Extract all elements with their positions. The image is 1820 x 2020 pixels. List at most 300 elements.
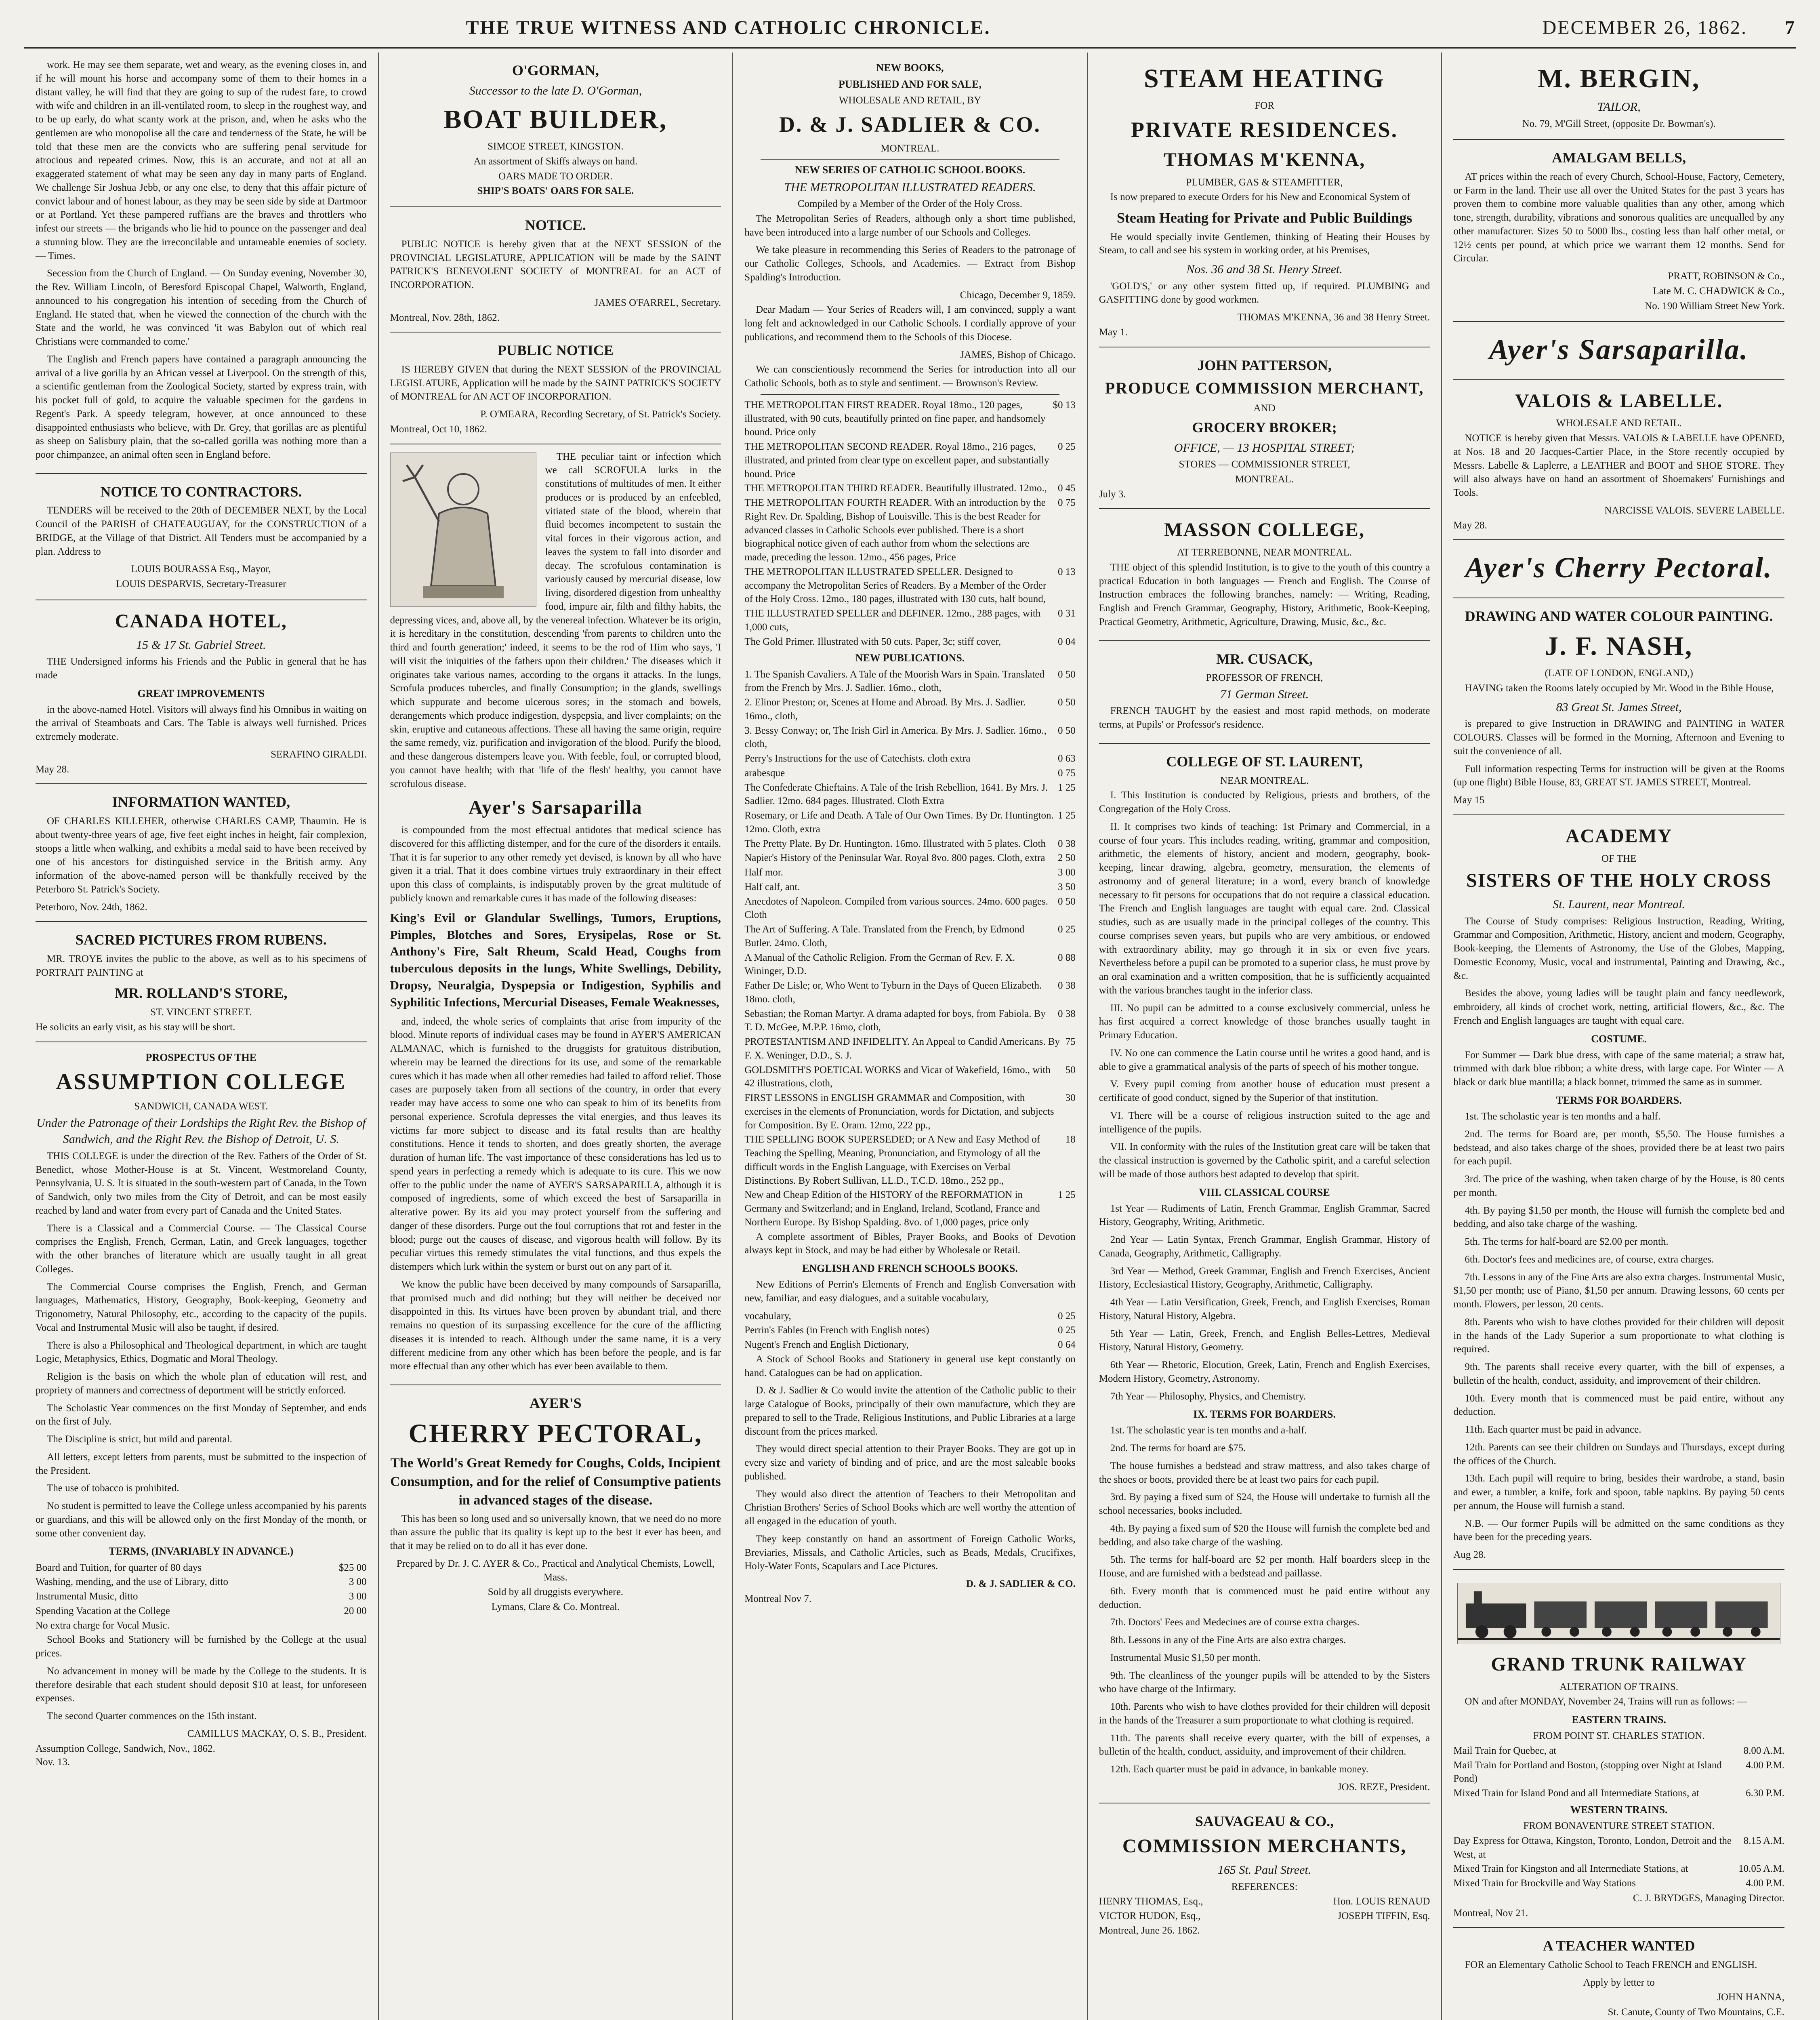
bergin-name: M. BERGIN, xyxy=(1538,64,1700,93)
hotel-address: 15 & 17 St. Gabriel Street. xyxy=(136,638,266,652)
public-notice-body: IS HEREBY GIVEN that during the NEXT SESSION of the PROVINCIAL LEGISLATURE, Application will be made by the SAINT PATRICK'S SOCIETY of MONTREAL for AN ACT OF INCORPORATION. xyxy=(390,364,721,402)
sauvageau-ref-row: HENRY THOMAS, Esq., Hon. LOUIS RENAUD xyxy=(1099,1896,1430,1907)
steam-body: 'GOLD'S,' or any other system fitted up, if required. PLUMBING and GASFITTING done by good workmen. xyxy=(1099,280,1430,305)
laurent-paragraph: III. No pupil can be admitted to a course exclusively commercial, unless he has first acquired a correct knowledge of those branches usually taught in Primary Education. xyxy=(1099,1002,1430,1041)
college-place: SANDWICH, CANADA WEST. xyxy=(134,1101,268,1112)
laurent-classical-heading: VIII. CLASSICAL COURSE xyxy=(1199,1186,1330,1198)
amalgam-bells-ad xyxy=(1453,140,1784,322)
valois-signers: NARCISSE VALOIS. SEVERE LABELLE. xyxy=(1604,505,1784,516)
bergin-address: No. 79, M'Gill Street, (opposite Dr. Bowman's). xyxy=(1522,118,1716,129)
sauvageau-address: 165 St. Paul Street. xyxy=(1217,1863,1311,1877)
readers-list xyxy=(744,398,1076,649)
sadlier-compiled: Compiled by a Member of the Order of the Holy Cross. xyxy=(797,198,1023,210)
train-row: Mixed Train for Island Pond and all Intermediate Stations, at 6.30 P.M. xyxy=(1453,1788,1784,1799)
contractors-heading: NOTICE TO CONTRACTORS. xyxy=(100,483,302,500)
ayer-pectoral-banner xyxy=(1453,540,1784,598)
railway-eastern-from: FROM POINT ST. CHARLES STATION. xyxy=(1533,1730,1705,1742)
ayer-pectoral-heading: AYER'S xyxy=(530,1395,582,1412)
masson-college-ad xyxy=(1099,509,1430,641)
valois-labelle-ad xyxy=(1453,380,1784,541)
ayer-pectoral-sold: Sold by all druggists everywhere. xyxy=(488,1587,624,1598)
academy-costume: For Summer — Dark blue dress, with cape of the same material; a straw hat, trimmed with dark blue ribbon; a white dress, with large cape. For Winter — A black or dark blue mantilla; a black bonnet, trimmed the same as in summer. xyxy=(1453,1049,1784,1088)
info-date: Peterboro, Nov. 24th, 1862. xyxy=(36,901,147,913)
eng-french-list xyxy=(744,1309,1076,1352)
train-row: Mail Train for Quebec, at 8.00 A.M. xyxy=(1453,1745,1784,1756)
laurent-term: 12th. Each quarter must be paid in advance, in bankable money. xyxy=(1110,1764,1368,1775)
academy-heading: ACADEMY xyxy=(1565,825,1673,847)
sauvageau-ref-row: VICTOR HUDON, Esq., JOSEPH TIFFIN, Esq. xyxy=(1099,1911,1430,1922)
laurent-term: 2nd. The terms for board are $75. xyxy=(1110,1443,1246,1454)
locomotive-engraving xyxy=(1457,1583,1780,1644)
laurent-classical-year: 1st Year — Rudiments of Latin, French Grammar, English Grammar, Sacred History, Geography, Writing, Arithmetic. xyxy=(1099,1203,1430,1228)
publication-row: Rosemary, or Life and Death. A Tale of Our Own Times. By Dr. Huntington. 12mo. Cloth, extra 1 25 xyxy=(744,810,1076,835)
laurent-term: The house furnishes a bedstead and straw mattress, and also takes charge of the shoes or boots, provided there be at least two pairs for each pupil. xyxy=(1099,1460,1430,1485)
contractors-signer: LOUIS DESPARVIS, Secretary-Treasurer xyxy=(116,579,286,590)
eng-french-body: New Editions of Perrin's Elements of French and English Conversation with new, familiar, and easy dialogues, and a suitable vocabulary, xyxy=(744,1279,1076,1304)
valois-date: May 28. xyxy=(1453,520,1487,531)
college-prospectus: PROSPECTUS OF THE xyxy=(145,1051,257,1063)
laurent-paragraph: V. Every pupil coming from another house of education must present a certificate of good conduct, signed by the Superior of that institution. xyxy=(1099,1079,1430,1104)
column-3 xyxy=(733,53,1088,2020)
publication-row: Perry's Instructions for the use of Catechists. cloth extra 0 63 xyxy=(744,753,1076,764)
laurent-terms-list xyxy=(1099,1424,1430,1776)
sadlier-series-title: THE METROPOLITAN ILLUSTRATED READERS. xyxy=(784,180,1036,194)
patterson-office: OFFICE, — 13 HOSPITAL STREET; xyxy=(1174,441,1355,455)
sadlier-quote: We can conscientiously recommend the Series for introduction into all our Catholic Schools, both as to style and sentiment. — Brownson's Review. xyxy=(744,364,1076,389)
academy-term: 7th. Lessons in any of the Fine Arts are also extra charges. Instrumental Music, $1,50 per month; use of Piano, $1,50 per annum. Drawing lessons, 60 cents per month. Flowers, per lesson, 20 cents. xyxy=(1453,1271,1784,1310)
bells-body: AT prices within the reach of every Church, School-House, Factory, Cemetery, or Farm in the land. Their use all over the United States for the past 3 years has proven them to combine more valuable qualities than any other, among which tone, strength, durability, vibrations and sonorous qualities are unequalled by any other manufacturer. Sizes 50 to 5000 lbs., costing less than half other metal, or 12½ cents per pound, at which price we warrant them 12 months. Send for Circular. xyxy=(1453,171,1784,264)
divider xyxy=(761,159,1059,160)
laurent-term: 8th. Lessons in any of the Fine Arts are also extra charges. xyxy=(1110,1635,1346,1646)
public-notice-heading: PUBLIC NOTICE xyxy=(497,342,614,359)
patterson-name: JOHN PATTERSON, xyxy=(1197,357,1332,373)
ayer-pectoral-body: This has been so long used and so universally known, that we need do no more than assure the public that its quality is kept up to the best it ever has been, and that it may be relied on to do all it has ever done. xyxy=(390,1513,721,1552)
train-row: Mail Train for Portland and Boston, (stopping over Night at Island Pond) 4.00 P.M. xyxy=(1453,1759,1784,1784)
ogorman-line: An assortment of Skiffs always on hand. xyxy=(473,156,638,167)
railway-western: WESTERN TRAINS. xyxy=(1570,1803,1668,1816)
hotel-body: in the above-named Hotel. Visitors will always find his Omnibus in waiting on the arrival of Steamboats and Cars. The Table is always well furnished. Prices extremely moderate. xyxy=(36,704,367,743)
laurent-term: 3rd. By paying a fixed sum of $24, the House will undertake to furnish all the school necessaries, books included. xyxy=(1099,1492,1430,1517)
ayer-sarsaparilla-banner-text: Ayer's Sarsaparilla. xyxy=(1489,333,1749,366)
sadlier-signer: D. & J. SADLIER & CO. xyxy=(966,1578,1076,1590)
college-patronage: Under the Patronage of their Lordships the Right Rev. the Bishop of Sandwich, and the Right Rev. the Bishop of Detroit, U. S. xyxy=(36,1116,366,1146)
laurent-paragraph: II. It comprises two kinds of teaching: 1st Primary and Commercial, in a course of four years. This includes reading, writing, grammar and composition, arithmetic, the elements of history, ancient and modern, geography, book-keeping, linear drawing, algebra, geometry, mensuration, the elements of astronomy and of general literature; in a word, every branch of knowledge necessary to fit persons for occupations that do not require a classical education. The French and English languages are taught with equal care. 2nd. Classical studies, such as are usually made in the principal colleges of the country. This course comprises seven years, but pupils who are very ambitious, or endowed with extraordinary ability, may go through it in six or even five years. Nevertheless before a pupil can be promoted to a superior class, he must prove by an oral examination and a written composition, that he is sufficiently acquainted with the various branches taught in the inferior class. xyxy=(1099,821,1430,996)
nash-body: HAVING taken the Rooms lately occupied by Mr. Wood in the Bible House, xyxy=(1465,683,1774,694)
school-book-row: Perrin's Fables (in French with English notes) 0 25 xyxy=(744,1325,1076,1336)
college-paragraph: Religion is the basis on which the whole plan of education will rest, and propriety of manners and correctness of deportment will be strictly enforced. xyxy=(36,1371,367,1396)
steam-heading: STEAM HEATING xyxy=(1144,64,1385,93)
hotel-date: May 28. xyxy=(36,764,69,775)
sadlier-closing: They would also direct the attention of Teachers to their Metropolitan and Christian Brothers' Series of School Books which are well worthy the attention of all engaged in the education of youth. xyxy=(744,1488,1076,1527)
ogorman-boat-builder-ad xyxy=(390,53,721,207)
masthead xyxy=(24,8,1796,49)
eastern-train-list xyxy=(1453,1744,1784,1800)
sadlier-published: PUBLISHED AND FOR SALE, xyxy=(839,78,981,90)
laurent-term: 6th. Every month that is commenced must be paid entire without any deduction. xyxy=(1099,1585,1430,1610)
masson-heading: MASSON COLLEGE, xyxy=(1164,519,1365,541)
steam-signer: THOMAS M'KENNA, 36 and 38 Henry Street. xyxy=(1237,312,1430,323)
contractors-body: TENDERS will be received to the 20th of DECEMBER NEXT, by the Local Council of the PARISH of CHATEAUGUAY, for the CONSTRUCTION of a BRIDGE, at the Village of that District. All Tenders must be accompanied by a plan. Address to xyxy=(36,505,367,557)
publication-row: 2. Elinor Preston; or, Scenes at Home and Abroad. By Mrs. J. Sadlier. 16mo., cloth, 0 50 xyxy=(744,697,1076,722)
academy-terms-heading: TERMS FOR BOARDERS. xyxy=(1556,1094,1682,1106)
academy-term: 5th. The terms for half-board are $2.00 per month. xyxy=(1465,1236,1669,1248)
ayer-diseases-list: King's Evil or Glandular Swellings, Tumors, Eruptions, Pimples, Blotches and Sores, Erysipelas, Rose or St. Anthony's Fire, Salt Rheum, Scald Head, Coughs from tuberculous deposits in the lungs, White Swellings, Debility, Dropsy, Neuralgia, Dyspepsia or Indigestion, Syphilis and Syphilitic Infections, Mercurial Diseases, Female Weaknesses, xyxy=(390,910,721,1009)
ayer-sarsaparilla-ad xyxy=(390,444,721,1386)
publication-row: New and Cheap Edition of the HISTORY of the REFORMATION in Germany and Switzerland; and in England, Ireland, Scotland, France and Northern Europe. By Bishop Spalding. 8vo. of 1,000 pages, price only 1 25 xyxy=(744,1189,1076,1228)
steam-body: Is now prepared to execute Orders for his New and Economical System of xyxy=(1110,191,1410,203)
academy-term: 11th. Each quarter must be paid in advance. xyxy=(1465,1424,1641,1435)
publications-list xyxy=(744,668,1076,1229)
college-date: Nov. 13. xyxy=(36,1757,70,1768)
notice-body: PUBLIC NOTICE is hereby given that at the NEXT SESSION of the PROVINCIAL LEGISLATURE, APPLICATION will be made by the SAINT PATRICK'S BENEVOLENT SOCIETY of MONTREAL for an ACT of INCORPORATION. xyxy=(390,238,721,291)
publication-row: Father De Lisle; or, Who Went to Tyburn in the Days of Queen Elizabeth. 18mo. cloth, 0 38 xyxy=(744,980,1076,1005)
college-term-row: Board and Tuition, for quarter of 80 days $25 00 xyxy=(36,1562,367,1573)
railway-western-from: FROM BONAVENTURE STREET STATION. xyxy=(1523,1820,1715,1832)
publication-row: Half mor. 3 00 xyxy=(744,867,1076,878)
academy-term: 10th. Every month that is commenced must be paid entire, without any deduction. xyxy=(1453,1393,1784,1418)
teacher-apply: Apply by letter to xyxy=(1583,1977,1655,1988)
holy-cross-academy-ad xyxy=(1453,815,1784,1570)
assumption-college-ad xyxy=(36,1042,367,1777)
college-paragraph: The Discipline is strict, but mild and parental. xyxy=(47,1434,232,1445)
issue-date: DECEMBER 26, 1862. xyxy=(1542,17,1747,38)
ogorman-successor: Successor to the late D. O'Gorman, xyxy=(469,84,642,97)
college-heading: ASSUMPTION COLLEGE xyxy=(56,1069,346,1094)
publication-row: THE SPELLING BOOK SUPERSEDED; or A New and Easy Method of Teaching the Spelling, Meaning, Pronunciation, and Etymology of all the difficult words in the English Language, with Exercises on Verbal Distinctions. By Robert Sullivan, LL.D., T.C.D. 18mo., 252 pp., 18 xyxy=(744,1134,1076,1186)
notice-heading: NOTICE. xyxy=(525,217,586,234)
laurent-classical-year: 5th Year — Latin, Greek, French, and English Belles-Lettres, Medieval History, Natural History, Geometry. xyxy=(1099,1328,1430,1353)
nash-body: Full information respecting Terms for instruction will be given at the Rooms (up one flight) Bible House, 83, GREAT ST. JAMES STREET, Montreal. xyxy=(1453,763,1784,788)
laurent-paragraph: IV. No one can commence the Latin course until he writes a good hand, and is able to give a grammatical analysis of the parts of speech of his mother tongue. xyxy=(1099,1047,1430,1072)
college-term-row: Washing, mending, and the use of Library, ditto 3 00 xyxy=(36,1576,367,1588)
steam-heating-ad xyxy=(1099,53,1430,347)
publication-row: FIRST LESSONS in ENGLISH GRAMMAR and Composition, with exercises in the elements of Pronunciation, words for Dictation, and subjects for Composition. By E. Oram. 12mo, 222 pp., 30 xyxy=(744,1092,1076,1131)
railway-sub: ALTERATION OF TRAINS. xyxy=(1559,1681,1679,1692)
column-5 xyxy=(1442,53,1796,2020)
publication-row: The Confederate Chieftains. A Tale of the Irish Rebellion, 1641. By Mrs. J. Sadlier. 12mo. 684 pages. Illustrated. Cloth Extra 1 25 xyxy=(744,782,1076,807)
new-publications-heading: NEW PUBLICATIONS. xyxy=(855,652,965,664)
publication-row: Anecdotes of Napoleon. Compiled from various sources. 24mo. 600 pages. Cloth 0 50 xyxy=(744,896,1076,921)
pictures-body: MR. TROYE invites the public to the above, as well as to his specimens of PORTRAIT PAINTING at xyxy=(36,953,367,978)
railway-signer: C. J. BRYDGES, Managing Director. xyxy=(1633,1892,1784,1904)
academy-term: 4th. By paying $1,50 per month, the House will furnish the complete bed and bedding, and also take charge of the washing. xyxy=(1453,1205,1784,1230)
ayer-sarsaparilla-banner xyxy=(1453,322,1784,380)
railway-eastern: EASTERN TRAINS. xyxy=(1572,1714,1666,1726)
laurent-terms-heading: IX. TERMS FOR BOARDERS. xyxy=(1193,1408,1336,1420)
academy-term: 9th. The parents shall receive every quarter, with the bill of expenses, a bulletin of the health, conduct, assiduity, and improvement of their children. xyxy=(1453,1361,1784,1386)
column-1 xyxy=(24,53,379,2020)
college-closing: No advancement in money will be made by the College to the students. It is therefore desirable that each student should deposit $10 at least, for unforeseen expenses. xyxy=(36,1665,367,1704)
sauvageau-ad xyxy=(1099,1803,1430,1945)
college-paragraph: All letters, except letters from parents, must be submitted to the inspection of the President. xyxy=(36,1451,367,1476)
nash-body: is prepared to give Instruction in DRAWING and PAINTING in WATER COLOURS. Classes will be formed in the Morning, Afternoon and Evening to suit the convenience of all. xyxy=(1453,718,1784,757)
ayer-pectoral-banner-text: Ayer's Cherry Pectoral. xyxy=(1465,551,1773,584)
grand-trunk-railway-ad xyxy=(1453,1570,1784,1928)
sadlier-quote-signer: JAMES, Bishop of Chicago. xyxy=(960,349,1076,360)
railway-intro: ON and after MONDAY, November 24, Trains will run as follows: — xyxy=(1465,1696,1747,1707)
hotel-heading: CANADA HOTEL, xyxy=(115,610,287,632)
pictures-heading: SACRED PICTURES FROM RUBENS. xyxy=(75,932,327,948)
college-term-row: Spending Vacation at the College 20 00 xyxy=(36,1605,367,1616)
lead-article xyxy=(36,53,367,474)
sadlier-quote: Dear Madam — Your Series of Readers will, I am convinced, supply a want long felt and acknowledged in our Catholic Schools. I cordially approve of your publications, and recommend them to the Schools of this Diocese. xyxy=(744,304,1076,343)
book-row: THE METROPOLITAN THIRD READER. Beautifully illustrated. 12mo., 0 45 xyxy=(744,483,1076,494)
notice-date: Montreal, Nov. 28th, 1862. xyxy=(390,312,500,323)
ogorman-heading: BOAT BUILDER, xyxy=(443,105,668,135)
college-paragraph: The Commercial Course comprises the English, French, and German languages, Mathematics, History, Geography, Book-keeping, Geometry and Trigonometry, Natural Philosophy, etc., according to the capacity of the pupils. Vocal and Instrumental Music will also be taught, if desired. xyxy=(36,1281,367,1333)
academy-heading: SISTERS OF THE HOLY CROSS xyxy=(1466,870,1772,892)
engraving-icon xyxy=(391,453,536,606)
hotel-signer: SERAFINO GIRALDI. xyxy=(271,749,367,760)
ogorman-line: SHIP'S BOATS' OARS FOR SALE. xyxy=(477,185,634,197)
info-heading: INFORMATION WANTED, xyxy=(112,794,290,810)
scrofula-text: THE peculiar taint or infection which we call SCROFULA lurks in the constitutions of multitudes of men. It either produces or is produced by an enfeebled, vitiated state of the blood, wherein that fluid becomes incompetent to sustain the vital forces in their vigorous action, and leaves the system to fall into disorder and decay. The scrofulous contamination is variously caused by mercurial disease, low living, disordered digestion from unhealthy food, impure air, filth and filthy habits, the depressing vices, and, above all, by the venereal infection. Whatever be its origin, it is hereditary in the constitution, descending 'from parents to children unto the third and fourth generation;' indeed, it seems to be the rod of Him who says, 'I will visit the iniquities of the fathers upon their children.' The diseases which it originates take various names, according to the organs it attacks. In the lungs, Scrofula produces tubercles, and finally Consumption; in the glands, swellings which suppurate and become ulcerous sores; in the stomach and bowels, derangements which produce indigestion, dyspepsia, and liver complaints; on the skin, eruptive and cutaneous affections. These all having the same origin, require the same remedy, viz. purification and invigoration of the blood. Purify the blood, and these dangerous distempers leave you. With feeble, foul, or corrupted blood, you cannot have health; with that 'life of the flesh' healthy, you cannot have scrofulous disease. xyxy=(390,451,721,789)
academy-term: N.B. — Our former Pupils will be admitted on the same conditions as they have been for the preceding years. xyxy=(1453,1518,1784,1543)
nash-name: J. F. NASH, xyxy=(1545,631,1693,661)
patterson-city: MONTREAL. xyxy=(1235,473,1294,485)
nash-heading: DRAWING AND WATER COLOUR PAINTING. xyxy=(1465,608,1773,624)
contractors-signer: LOUIS BOURASSA Esq., Mayor, xyxy=(131,564,271,575)
page-number: 7 xyxy=(1785,17,1796,38)
bells-address: No. 190 William Street New York. xyxy=(1645,300,1784,311)
sadlier-compiled-body: The Metropolitan Series of Readers, although only a short time published, have been introduced into a large number of our Schools and Colleges. xyxy=(744,213,1076,238)
college-paragraph: The use of tobacco is prohibited. xyxy=(47,1483,179,1494)
laurent-classical-year: 7th Year — Philosophy, Physics, and Chemistry. xyxy=(1110,1391,1306,1402)
railway-heading: GRAND TRUNK RAILWAY xyxy=(1491,1653,1747,1675)
laurent-term: Instrumental Music $1,50 per month. xyxy=(1110,1652,1261,1663)
steam-heading: PRIVATE RESIDENCES. xyxy=(1131,117,1398,142)
publication-row: arabesque 0 75 xyxy=(744,767,1076,779)
cusack-address: 71 German Street. xyxy=(1220,687,1309,701)
laurent-term: 4th. By paying a fixed sum of $20 the House will furnish the complete bed and bedding, and also take charge of the washing. xyxy=(1099,1523,1430,1548)
cusack-body: FRENCH TAUGHT by the easiest and most rapid methods, on moderate terms, at Pupils' or Professor's residence. xyxy=(1099,705,1430,730)
teacher-name: JOHN HANNA, xyxy=(1717,1992,1784,2003)
publication-row: GOLDSMITH'S POETICAL WORKS and Vicar of Wakefield, 16mo., with 42 illustrations, cloth, 50 xyxy=(744,1064,1076,1089)
lead-paragraph: work. He may see them separate, wet and weary, as the evening closes in, and if he will mount his horse and accompany some of them to their homes in a distant valley, he will find that they are going to sup of the rudest fare, to crowd with wife and children in an ill-ventilated room, to sleep in the roughest way, and to be up early, do what scanty work at the prison, and, when he asks who the gentlemen are who monopolise all the care and tenderness of the State, he will be told that these men are the convicts who are suffering penal servitude for atrocious and repeated crimes. Now, this is an accurate, and not at all an exaggerated statement of what may be seen any day in many parts of England. We challenge Sir Joshua Jebb, or any one else, to deny that this affair picture of convict labour and of honest labour, as they may be seen side by side at Dartmoor or at Portland. Yet these pampered ruffians are the braves and throttlers who infest our streets — the brigands who lie hid to pounce on the passenger and deal a stunning blow. They are the irreconcilable and untameable enemies of society. — Times. xyxy=(36,59,367,261)
patterson-grocery: GROCERY BROKER; xyxy=(1192,419,1337,436)
laurent-classical-year: 2nd Year — Latin Syntax, French Grammar, English Grammar, History of Canada, Geography, Arithmetic, Calligraphy. xyxy=(1099,1234,1430,1259)
public-notice-signer: P. O'MEARA, Recording Secretary, of St. Patrick's Society. xyxy=(480,409,721,420)
canada-hotel-ad xyxy=(36,600,367,785)
western-train-list xyxy=(1453,1834,1784,1890)
publication-row: Sebastian; the Roman Martyr. A drama adapted for boys, from Fabiola. By T. D. McGee, M.P.P. 16mo, cloth, 0 38 xyxy=(744,1008,1076,1033)
steam-system: Steam Heating for Private and Public Buildings xyxy=(1116,210,1412,226)
sadlier-series: NEW SERIES OF CATHOLIC SCHOOL BOOKS. xyxy=(794,164,1026,176)
laurent-paragraph: VI. There will be a course of religious instruction suited to the age and intelligence of the pupils. xyxy=(1099,1110,1430,1135)
bergin-tailor-ad xyxy=(1453,53,1784,140)
nash-drawing-ad xyxy=(1453,598,1784,815)
ayer-pectoral-tagline: The World's Great Remedy for Coughs, Colds, Incipient Consumption, and for the relief of Consumptive patients in advanced stages of the disease. xyxy=(390,1455,721,1508)
railway-date: Montreal, Nov 21. xyxy=(1453,1907,1528,1919)
teacher-wanted-ad xyxy=(1453,1928,1784,2020)
cusack-title: PROFESSOR OF FRENCH, xyxy=(1206,672,1323,684)
book-row: THE ILLUSTRATED SPELLER and DEFINER. 12mo., 288 pages, with 1,000 cuts, 0 31 xyxy=(744,608,1076,633)
academy-place: St. Laurent, near Montreal. xyxy=(1553,898,1685,911)
sadlier-closing: D. & J. Sadlier & Co would invite the attention of the Catholic public to their large Catalogue of Books, principally of their own manufacture, which they are prepared to sell to the Trade, Religious Institutions, and Public Libraries at a large discount from the prices marked. xyxy=(744,1385,1076,1437)
notice-signer: JAMES O'FARREL, Secretary. xyxy=(594,297,721,308)
bells-late: Late M. C. CHADWICK & Co., xyxy=(1653,285,1784,297)
cusack-name: MR. CUSACK, xyxy=(1216,650,1313,667)
steam-date: May 1. xyxy=(1099,326,1128,338)
sadlier-closing: They keep constantly on hand an assortment of Foreign Catholic Works, Breviaries, Missals, and Catholic Articles, such as Beads, Medals, Crucifixes, Holy-Water Fonts, Scapulars and Lace Pictures. xyxy=(744,1533,1076,1572)
school-book-row: Nugent's French and English Dictionary, 0 64 xyxy=(744,1339,1076,1351)
college-paragraph: No student is permitted to leave the College unless accompanied by his parents or guardians, and this will be allowed only on the first Monday of the month, or some other convenient day. xyxy=(36,1500,367,1539)
cusack-ad xyxy=(1099,641,1430,744)
st-laurent-college-ad xyxy=(1099,744,1430,1803)
ayer-sarsaparilla-body: We know the public have been deceived by many compounds of Sarsaparilla, that promised much and did nothing; but they will neither be deceived nor disappointed in this. Its virtues have been proven by abundant trial, and there remains no question of its surpassing excellence for the cure of the afflicting diseases it is intended to reach. Although under the same name, it is a very different medicine from any other which has been before the people, and is far more effectual than any other which has ever been available to them. xyxy=(390,1279,721,1372)
laurent-classical-year: 6th Year — Rhetoric, Elocution, Greek, Latin, French and English Exercises, Modern History, Geometry, Astronomy. xyxy=(1099,1359,1430,1384)
sadlier-books-ad xyxy=(744,53,1076,1613)
patterson-trade: PRODUCE COMMISSION MERCHANT, xyxy=(1105,379,1424,398)
valois-heading: VALOIS & LABELLE. xyxy=(1515,390,1723,412)
academy-term: 12th. Parents can see their children on Sundays and Thursdays, except during the offices of the Church. xyxy=(1453,1441,1784,1467)
laurent-signer: JOS. REZE, President. xyxy=(1337,1781,1430,1793)
teacher-address: St. Canute, County of Two Mountains, C.E. xyxy=(1608,2007,1784,2018)
sadlier-closing: They would direct special attention to their Prayer Books. They are got up in every size and variety of binding and of price, and are the most saleable books published. xyxy=(744,1443,1076,1482)
academy-term: 3rd. The price of the washing, when taken charge of by the House, is 80 cents per month. xyxy=(1453,1174,1784,1198)
sadlier-after-pubs: A complete assortment of Bibles, Prayer Books, and Books of Devotion always kept in Stock, and may be had either by Wholesale or Retail. xyxy=(744,1231,1076,1256)
laurent-classical-year: 4th Year — Latin Versification, Greek, French, and English Exercises, Roman History, Natural History, Algebra. xyxy=(1099,1297,1430,1321)
pictures-store: MR. ROLLAND'S STORE, xyxy=(115,985,288,1002)
laurent-classical-year: 3rd Year — Method, Greek Grammar, English and French Exercises, Ancient History, Ecclesiastical History, Geography, Arithmetic, Calligraphy. xyxy=(1099,1265,1430,1290)
allegorical-figure-engraving xyxy=(390,452,536,607)
laurent-heading: COLLEGE OF ST. LAURENT, xyxy=(1166,753,1363,770)
academy-term: 13th. Each pupil will require to bring, besides their wardrobe, a stand, basin and ewer, a tumbler, a knife, fork and spoon, table napkins. By paying 50 cents per annum, the House will furnish a stand. xyxy=(1453,1473,1784,1511)
patterson-ad xyxy=(1099,347,1430,509)
lead-paragraph: The English and French papers have contained a paragraph announcing the arrival of a live gorilla by an African vessel at Liverpool. On the strength of this, a scientific gentleman from the Zoological Society, started by express train, with his pocket full of gold, to acquire the valuable specimen for the gardens in Regent's Park. A speedy telegram, however, at once announced to these disappointed enthusiasts who believe, with Dr. Grey, that gorillas are as plentiful as sheep on Salisbury plain, that the so-called gorilla was nothing more than a poor chimpanzee, an animal often seen in England before. xyxy=(36,354,367,460)
ayer-pectoral-prepared: Prepared by Dr. J. C. AYER & Co., Practical and Analytical Chemists, Lowell, Mass. xyxy=(396,1558,715,1583)
sauvageau-date: Montreal, June 26. 1862. xyxy=(1099,1925,1200,1936)
college-closing: School Books and Stationery will be furnished by the College at the usual prices. xyxy=(36,1634,367,1659)
train-row: Day Express for Ottawa, Kingston, Toronto, London, Detroit and the West, at 8.15 A.M. xyxy=(1453,1835,1784,1860)
publication-row: 1. The Spanish Cavaliers. A Tale of the Moorish Wars in Spain. Translated from the French by Mrs. J. Sadlier. 16mo., cloth, 0 50 xyxy=(744,669,1076,694)
contractors-notice xyxy=(36,474,367,600)
steam-for: FOR xyxy=(1255,100,1274,112)
column-2 xyxy=(379,53,733,2020)
school-book-row: vocabulary, 0 25 xyxy=(744,1310,1076,1321)
laurent-term: 5th. The terms for half-board are $2 per month. Half boarders sleep in the House, and are furnished with a bedstead and paillasse. xyxy=(1099,1554,1430,1579)
masson-place: AT TERREBONNE, NEAR MONTREAL. xyxy=(1177,547,1352,558)
college-paragraph: There is also a Philosophical and Theological department, in which are taught Logic, Metaphysics, Ethics, Dogmatic and Moral Theology. xyxy=(36,1340,367,1365)
college-term-row: Instrumental Music, ditto 3 00 xyxy=(36,1591,367,1602)
academy-terms-list xyxy=(1453,1110,1784,1544)
laurent-place: NEAR MONTREAL. xyxy=(1220,775,1309,786)
patterson-and: AND xyxy=(1253,403,1276,414)
ogorman-line: OARS MADE TO ORDER. xyxy=(498,170,613,182)
nash-date: May 15 xyxy=(1453,795,1485,806)
laurent-term: 7th. Doctors' Fees and Medecines are of course extra charges. xyxy=(1110,1617,1360,1628)
sadlier-city: MONTREAL. xyxy=(881,143,939,154)
sadlier-quote-date: Chicago, December 9, 1859. xyxy=(960,289,1076,301)
ayer-sarsaparilla-body: is compounded from the most effectual antidotes that medical science has discovered for this afflicting distemper, and for the cure of the disorders it entails. That it is far superior to any other remedy yet devised, is known by all who have given it a trial. That it does combine virtues truly extraordinary in their effect upon this class of complaints, is indisputably proven by the great multitude of publicly known and remarkable cures it has made of the following diseases: xyxy=(390,825,721,904)
academy-term: 2nd. The terms for Board are, per month, $5,50. The House furnishes a bedstead, and also takes charge of the shoes, provided there be at least two pairs for each pupil. xyxy=(1453,1128,1784,1167)
laurent-paragraph: VII. In conformity with the rules of the Institution great care will be taken that the classical instruction is governed by the Catholic spirit, and a careful selection will be made of those authors best adapted to develop that spirit. xyxy=(1099,1141,1430,1180)
academy-term: 8th. Parents who wish to have clothes provided for their children will deposit in the hands of the Lady Superior a sum proportionate to what clothing is required. xyxy=(1453,1316,1784,1355)
sadlier-wholesale: WHOLESALE AND RETAIL, BY xyxy=(839,95,981,106)
eng-french-heading: ENGLISH AND FRENCH SCHOOLS BOOKS. xyxy=(802,1262,1018,1275)
ogorman-name: O'GORMAN, xyxy=(512,62,599,78)
hotel-body: THE Undersigned informs his Friends and the Public in general that he has made xyxy=(36,656,367,681)
valois-sub: WHOLESALE AND RETAIL. xyxy=(1556,418,1682,429)
info-body: OF CHARLES KILLEHER, otherwise CHARLES CAMP, Thaumin. He is about twenty-three years of age, five feet eight inches in height, fair complexion, stoops a little when walking, and exhibits a medal said to have been received by one of his ancestors for distinguished service in the British army. Any information of the above-named person will be thankfully received by the Peterboro St. Patrick's Society. xyxy=(36,816,367,895)
public-notice-date: Montreal, Oct 10, 1862. xyxy=(390,423,487,435)
publication-row: PROTESTANTISM AND INFIDELITY. An Appeal to Candid Americans. By F. X. Weninger, D.D., S. J. 75 xyxy=(744,1036,1076,1061)
publication-row: A Manual of the Catholic Religion. From the German of Rev. F. X. Wininger, D.D. 0 88 xyxy=(744,952,1076,977)
patterson-date: July 3. xyxy=(1099,488,1126,500)
nash-address: 83 Great St. James Street, xyxy=(1556,700,1682,714)
academy-body: The Course of Study comprises: Religious Instruction, Reading, Writing, Grammar and Composition, Arithmetic, History, ancient and modern, Geography, Book-keeping, the Elements of Astronomy, the Use of the Globes, Mapping, Domestic Economy, Music, vocal and instrumental, Painting and Drawing, &c., &c. xyxy=(1453,915,1784,981)
bells-heading: AMALGAM BELLS, xyxy=(1552,149,1686,166)
book-row: THE METROPOLITAN ILLUSTRATED SPELLER. Designed to accompany the Metropolitan Series of Readers. By a Member of the Order of the Holy Cross. 12mo., 180 pages, illustrated with 130 cuts, half bound, 0 13 xyxy=(744,566,1076,605)
college-closing: The second Quarter commences on the 15th instant. xyxy=(47,1711,257,1722)
college-paragraph: THIS COLLEGE is under the direction of the Rev. Fathers of the Order of St. Benedict, whose Mother-House is at St. Vincent, Westmoreland County, Pennsylvania, U. S. It is situated in the south-western part of Canada, in the Town of Sandwich, only two miles from the City of Detroit, and can be most easily reached by land and water from every part of Canada and the United States. xyxy=(36,1150,367,1216)
hotel-improvements: GREAT IMPROVEMENTS xyxy=(137,687,265,699)
divider xyxy=(761,394,1059,395)
steam-premises: Nos. 36 and 38 St. Henry Street. xyxy=(1186,263,1343,276)
laurent-term: 10th. Parents who wish to have clothes provided for their children will deposit in the hands of the Treasurer a sum proportionate to what clothing is required. xyxy=(1099,1701,1430,1726)
sacred-pictures-ad xyxy=(36,922,367,1042)
train-row: Mixed Train for Kingston and all Intermediate Stations, at 10.05 A.M. xyxy=(1453,1863,1784,1875)
book-row: THE METROPOLITAN SECOND READER. Royal 18mo., 216 pages, illustrated, and printed from clear type on excellent paper, and substantially bound. Price 0 25 xyxy=(744,441,1076,480)
laurent-term: 1st. The scholastic year is ten months and a-half. xyxy=(1110,1425,1307,1436)
bergin-trade: TAILOR, xyxy=(1597,100,1641,114)
sadlier-new-books: NEW BOOKS, xyxy=(876,62,944,74)
valois-body: NOTICE is hereby given that Messrs. VALOIS & LABELLE have OPENED, at Nos. 18 and 20 Jacques-Cartier Place, in the Store recently occupied by Messrs. Labelle & Laplerre, a LEATHER and BOOT and SHOE STORE. They will also always have on hand an assortment of Shoemakers' Furnishings and Tools. xyxy=(1453,433,1784,499)
sadlier-heading: D. & J. SADLIER & CO. xyxy=(779,112,1041,137)
masson-body: THE object of this splendid Institution, is to give to the youth of this country a practical Education in both languages — French and English. The Course of Instruction embraces the following branches, namely: — Writing, Reading, English and French Grammar, Geography, History, Arithmetic, Book-Keeping, Practical Geometry, Arithmetic, Agriculture, Drawing, Music, &c., &c. xyxy=(1099,562,1430,627)
book-row: The Gold Primer. Illustrated with 50 cuts. Paper, 3c; stiff cover, 0 04 xyxy=(744,636,1076,647)
academy-term: 6th. Doctor's fees and medicines are, of course, extra charges. xyxy=(1465,1254,1714,1265)
steam-body: He would specially invite Gentlemen, thinking of Heating their Houses by Steam, to call and see his system in working order, at his Premises, xyxy=(1099,231,1430,256)
ayer-pectoral-agents: Lymans, Clare & Co. Montreal. xyxy=(491,1601,620,1613)
information-wanted-ad xyxy=(36,784,367,922)
ogorman-address: SIMCOE STREET, KINGSTON. xyxy=(488,141,624,152)
college-date: Assumption College, Sandwich, Nov., 1862. xyxy=(36,1743,215,1754)
college-signer: CAMILLUS MACKAY, O. S. B., President. xyxy=(187,1728,367,1739)
ayer-cherry-pectoral-ad xyxy=(390,1385,721,1622)
locomotive-icon xyxy=(1458,1583,1780,1644)
public-notice xyxy=(390,332,721,444)
patterson-stores: STORES — COMMISSIONER STREET, xyxy=(1179,459,1350,470)
column-4 xyxy=(1088,53,1442,2020)
teacher-heading: A TEACHER WANTED xyxy=(1543,1938,1695,1954)
laurent-term: 11th. The parents shall receive every quarter, with the bill of expenses, a bulletin of the health, conduct, assiduity, and improvement of their children. xyxy=(1099,1732,1430,1757)
publication-row: The Pretty Plate. By Dr. Huntington. 16mo. Illustrated with 5 plates. Cloth 0 38 xyxy=(744,838,1076,849)
train-row: Mixed Train for Brockville and Way Stations 4.00 P.M. xyxy=(1453,1878,1784,1889)
ayer-sarsaparilla-heading: Ayer's Sarsaparilla xyxy=(469,797,643,819)
steam-name: THOMAS M'KENNA, xyxy=(1163,149,1366,170)
sadlier-closing: A Stock of School Books and Stationery in general use kept constantly on hand. Catalogues can be had on application. xyxy=(744,1353,1076,1378)
newspaper-title: THE TRUE WITNESS AND CATHOLIC CHRONICLE. xyxy=(466,17,991,38)
sauvageau-trade: COMMISSION MERCHANTS, xyxy=(1122,1835,1407,1857)
publication-row: Half calf, ant. 3 50 xyxy=(744,881,1076,892)
publication-row: The Art of Suffering. A Tale. Translated from the French, by Edmond Butler. 24mo. Cloth, 0 25 xyxy=(744,924,1076,949)
book-row: THE METROPOLITAN FOURTH READER. With an introduction by the Right Rev. Dr. Spalding, Bishop of Louisville. This is the best Reader for advanced classes in Catholic Schools ever published. There is a short biographical notice given of each author from whom the selections are made, preceding the lesson. 12mo., 456 pages, Price 0 75 xyxy=(744,497,1076,563)
college-paragraph: There is a Classical and a Commercial Course. — The Classical Course comprises the English, French, German, Latin, and Greek languages, together with the other branches of literature which are usually taught in all great Colleges. xyxy=(36,1223,367,1275)
sadlier-date: Montreal Nov 7. xyxy=(744,1593,812,1604)
sauvageau-refs: REFERENCES: xyxy=(1231,1881,1298,1892)
lead-paragraph: Secession from the Church of England. — On Sunday evening, November 30, the Rev. William Lincoln, of Beresford Episcopal Chapel, Walworth, England, announced to his congregation his intention of seceding from the Church of England. He stated that, when he viewed the connection of the church with the State and the world, he was convinced 'it was Babylon out of which real Christians were commanded to come.' xyxy=(36,268,367,347)
publication-row: Napier's History of the Peninsular War. Royal 8vo. 800 pages. Cloth, extra 2 50 xyxy=(744,852,1076,864)
ayer-pectoral-heading: CHERRY PECTORAL, xyxy=(408,1418,703,1448)
nash-from: (LATE OF LONDON, ENGLAND,) xyxy=(1545,668,1693,679)
book-row: THE METROPOLITAN FIRST READER. Royal 18mo., 120 pages, illustrated, with 90 cuts, beautifully printed on fine paper, and handsomely bound. Price only $0 13 xyxy=(744,399,1076,438)
academy-costume-heading: COSTUME. xyxy=(1591,1033,1647,1045)
publication-row: 3. Bessy Conway; or, The Irish Girl in America. By Mrs. J. Sadlier. 16mo., cloth, 0 50 xyxy=(744,725,1076,750)
college-terms-heading: TERMS, (INVARIABLY IN ADVANCE.) xyxy=(109,1545,294,1557)
bells-maker: PRATT, ROBINSON & Co., xyxy=(1668,271,1784,282)
college-term-row: No extra charge for Vocal Music. xyxy=(36,1620,170,1631)
